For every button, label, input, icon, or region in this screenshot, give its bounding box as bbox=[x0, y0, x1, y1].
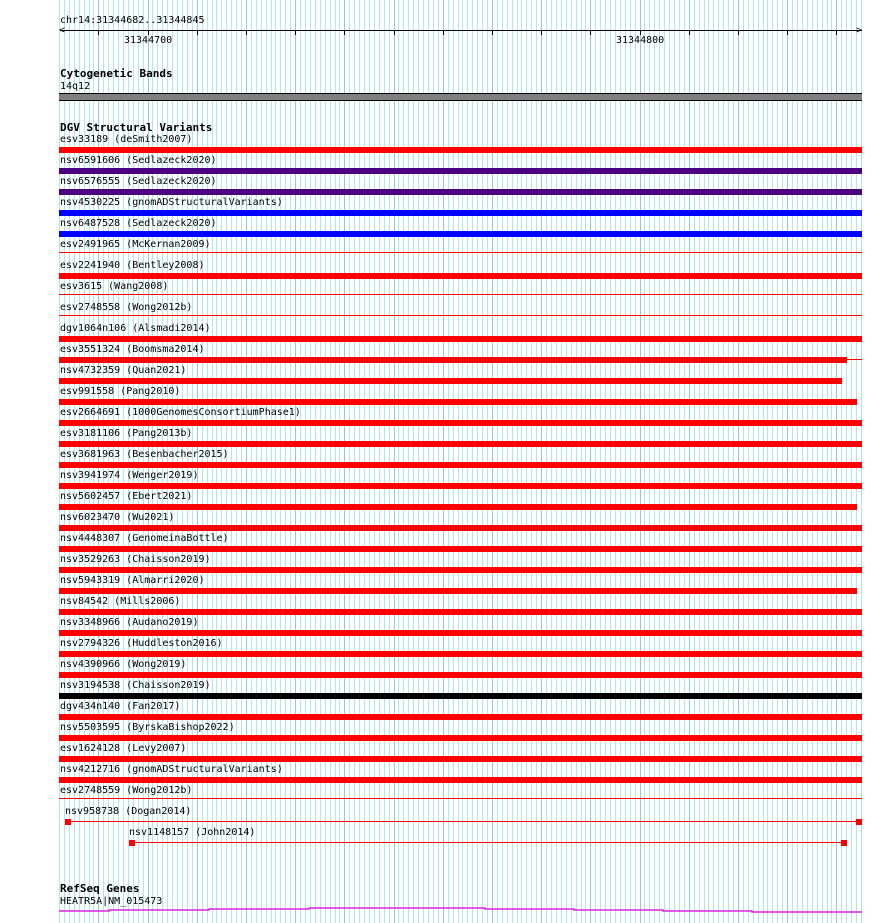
dgv-feature-label[interactable]: esv991558 (Pang2010) bbox=[60, 386, 181, 397]
dgv-feature-label[interactable]: nsv4732359 (Quan2021) bbox=[60, 365, 187, 376]
ruler-location: chr14:31344682..31344845 bbox=[60, 15, 205, 26]
dgv-feature-label[interactable]: nsv4390966 (Wong2019) bbox=[60, 659, 187, 670]
dgv-feature-label[interactable]: esv1624128 (Levy2007) bbox=[60, 743, 187, 754]
dgv-feature-label[interactable]: nsv3941974 (Wenger2019) bbox=[60, 470, 199, 481]
cytoband-label: 14q12 bbox=[60, 81, 91, 92]
dgv-feature-label[interactable]: nsv4448307 (GenomeinaBottle) bbox=[60, 533, 229, 544]
dgv-feature-label[interactable]: esv3681963 (Besenbacher2015) bbox=[60, 449, 229, 460]
dgv-feature-label[interactable]: esv3181106 (Pang2013b) bbox=[60, 428, 193, 439]
dgv-feature-label[interactable]: esv2241940 (Bentley2008) bbox=[60, 260, 205, 271]
gene-label[interactable]: HEATR5A|NM_015473 bbox=[60, 896, 163, 907]
dgv-feature-label[interactable]: nsv84542 (Mills2006) bbox=[60, 596, 181, 607]
ruler-left-arrow-icon[interactable]: < bbox=[59, 25, 66, 36]
ruler-tick-label: 31344800 bbox=[616, 35, 665, 46]
refseq-gene-path[interactable] bbox=[59, 908, 862, 912]
dgv-feature-label[interactable]: nsv4212716 (gnomADStructuralVariants) bbox=[60, 764, 283, 775]
dgv-feature-label[interactable]: nsv6023470 (Wu2021) bbox=[60, 512, 175, 523]
dgv-feature-label[interactable]: esv2748559 (Wong2012b) bbox=[60, 785, 193, 796]
dgv-feature-label[interactable]: esv3551324 (Boomsma2014) bbox=[60, 344, 205, 355]
dgv-feature-label[interactable]: nsv3348966 (Audano2019) bbox=[60, 617, 199, 628]
dgv-feature-label[interactable]: dgv1064n106 (Alsmadi2014) bbox=[60, 323, 211, 334]
dgv-feature-label[interactable]: dgv434n140 (Fan2017) bbox=[60, 701, 181, 712]
ruler-right-arrow-icon[interactable]: > bbox=[856, 25, 863, 36]
dgv-feature-label[interactable]: esv2664691 (1000GenomesConsortiumPhase1) bbox=[60, 407, 301, 418]
dgv-feature-label[interactable]: esv2491965 (McKernan2009) bbox=[60, 239, 211, 250]
dgv-feature-label[interactable]: nsv6591606 (Sedlazeck2020) bbox=[60, 155, 217, 166]
track-title-refseq[interactable]: RefSeq Genes bbox=[60, 882, 140, 895]
dgv-feature-label[interactable]: nsv5943319 (Almarri2020) bbox=[60, 575, 205, 586]
ruler-tick-label: 31344700 bbox=[124, 35, 173, 46]
dgv-feature-label[interactable]: nsv6576555 (Sedlazeck2020) bbox=[60, 176, 217, 187]
dgv-feature-label[interactable]: esv3615 (Wang2008) bbox=[60, 281, 169, 292]
dgv-feature-label[interactable]: nsv3194538 (Chaisson2019) bbox=[60, 680, 211, 691]
dgv-feature-label[interactable]: nsv3529263 (Chaisson2019) bbox=[60, 554, 211, 565]
dgv-feature-label[interactable]: esv33189 (deSmith2007) bbox=[60, 134, 193, 145]
dgv-feature-label[interactable]: nsv4530225 (gnomADStructuralVariants) bbox=[60, 197, 283, 208]
dgv-feature-label[interactable]: nsv958738 (Dogan2014) bbox=[65, 806, 192, 817]
dgv-feature-label[interactable]: nsv2794326 (Huddleston2016) bbox=[60, 638, 223, 649]
dgv-feature-label[interactable]: esv2748558 (Wong2012b) bbox=[60, 302, 193, 313]
dgv-feature-label[interactable]: nsv1148157 (John2014) bbox=[129, 827, 256, 838]
track-title-dgv[interactable]: DGV Structural Variants bbox=[60, 121, 213, 134]
track-title-cytobands[interactable]: Cytogenetic Bands bbox=[60, 67, 173, 80]
dgv-feature-label[interactable]: nsv6487528 (Sedlazeck2020) bbox=[60, 218, 217, 229]
dgv-feature-label[interactable]: nsv5503595 (ByrskaBishop2022) bbox=[60, 722, 235, 733]
dgv-feature-label[interactable]: nsv5602457 (Ebert2021) bbox=[60, 491, 193, 502]
